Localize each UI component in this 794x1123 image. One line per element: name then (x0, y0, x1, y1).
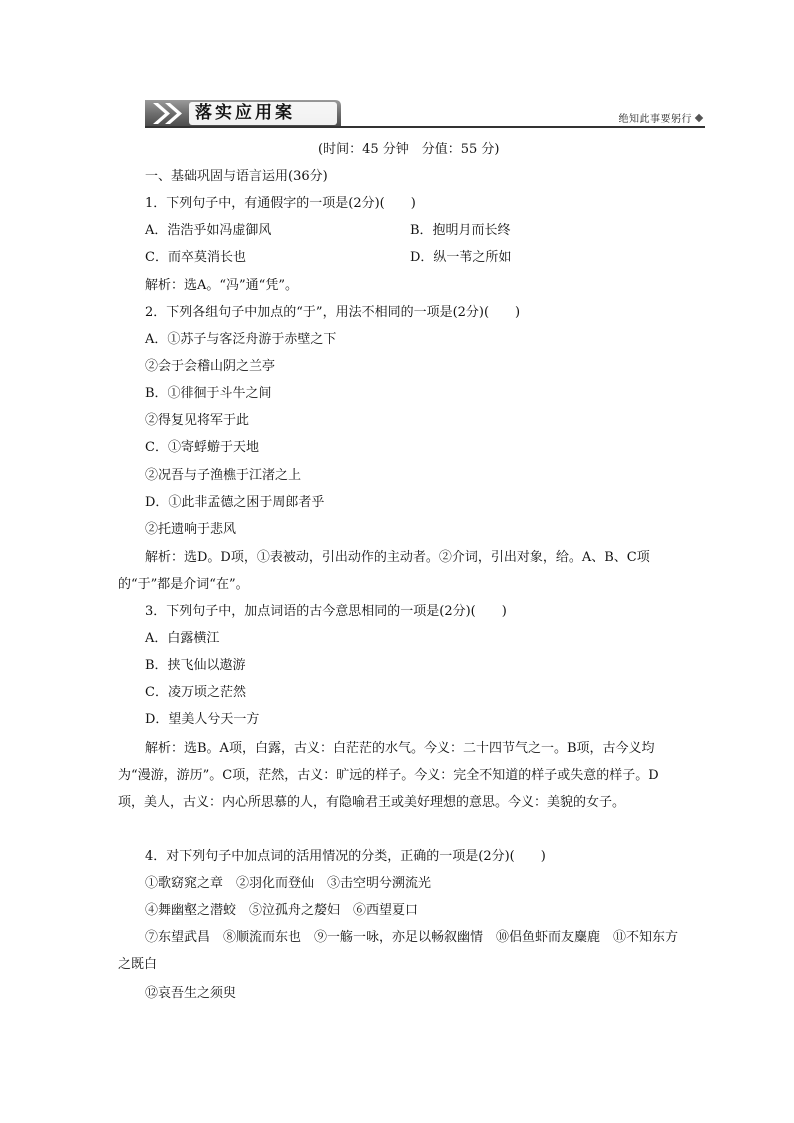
time-score-line: (时间：45 分钟 分值：55 分) (318, 142, 500, 157)
q2-analysis: 解析：选D。D项，①表被动，引出动作的主动者。②介词，引出对象，给。A、B、C项的“于”都是介词“在”。 (118, 550, 650, 592)
q2-option-d2: ②托遗响于悲风 (145, 522, 237, 537)
q4-items-row1: ①歌窈窕之章 ②羽化而登仙 ③击空明兮溯流光 (145, 876, 432, 891)
q2-option-c2: ②况吾与子渔樵于江渚之上 (145, 468, 302, 483)
q1-stem: 1．下列句子中，有通假字的一项是(2分)( ) (145, 196, 416, 211)
q2-option-d1: D．①此非孟德之困于周郎者乎 (145, 495, 325, 510)
header-motto (619, 110, 703, 125)
motto-text: 绝知此事要躬行 (618, 114, 692, 125)
header-banner (145, 100, 341, 127)
q3-stem: 3．下列句子中，加点词语的古今意思相同的一项是(2分)( ) (145, 604, 507, 619)
q3-option-c: C．凌万顷之茫然 (145, 685, 246, 700)
q1-option-c: C．而卒莫消长也 (145, 250, 246, 265)
banner-title: 落实应用案 (195, 103, 295, 123)
q2-stem: 2．下列各组句子中加点的“于”，用法不相同的一项是(2分)( ) (145, 305, 521, 320)
q4-items-row4: ⑫哀吾生之须臾 (145, 986, 237, 1001)
q1-analysis: 解析：选A。“冯”通“凭”。 (145, 278, 298, 293)
q2-option-b2: ②得复见将军于此 (145, 413, 250, 428)
q1-option-a: A．浩浩乎如冯虚御风 (145, 223, 272, 238)
section-title: 一、基础巩固与语言运用(36分) (145, 169, 328, 184)
q2-option-a1: A．①苏子与客泛舟游于赤壁之下 (145, 332, 337, 347)
q4-items-row3: ⑦东望武昌 ⑧顺流而东也 ⑨一觞一咏，亦足以畅叙幽情 ⑩侣鱼虾而友麋鹿 ⑪不知东方之既白 (118, 930, 679, 972)
q3-option-d: D．望美人兮天一方 (145, 712, 260, 727)
diamond-icon (695, 114, 703, 122)
q2-option-b1: B．①徘徊于斗牛之间 (145, 386, 272, 401)
q3-option-b: B．挟飞仙以遨游 (145, 658, 246, 673)
q4-stem: 4．对下列句子中加点词的活用情况的分类，正确的一项是(2分)( ) (145, 849, 546, 864)
q2-option-c1: C．①寄蜉蝣于天地 (145, 440, 259, 455)
q2-option-a2: ②会于会稽山阴之兰亭 (145, 359, 276, 374)
q4-items-row2: ④舞幽壑之潜蛟 ⑤泣孤舟之嫠妇 ⑥西望夏口 (145, 903, 419, 918)
q1-option-b: B．抱明月而长终 (410, 223, 511, 238)
q3-analysis: 解析：选B。A项，白露，古义：白茫茫的水气。今义：二十四节气之一。B项，古今义均为“漫游，游历”。C项，茫然，古义：旷远的样子。今义：完全不知道的样子或失意的样子。D项，美人，古义：内心所思慕的人，有隐喻君王或美好理想的意思。今义：美貌的女子。 (118, 741, 659, 810)
header-rule (145, 126, 705, 128)
q3-option-a: A．白露横江 (145, 631, 220, 646)
q1-option-d: D．纵一苇之所如 (410, 250, 512, 265)
